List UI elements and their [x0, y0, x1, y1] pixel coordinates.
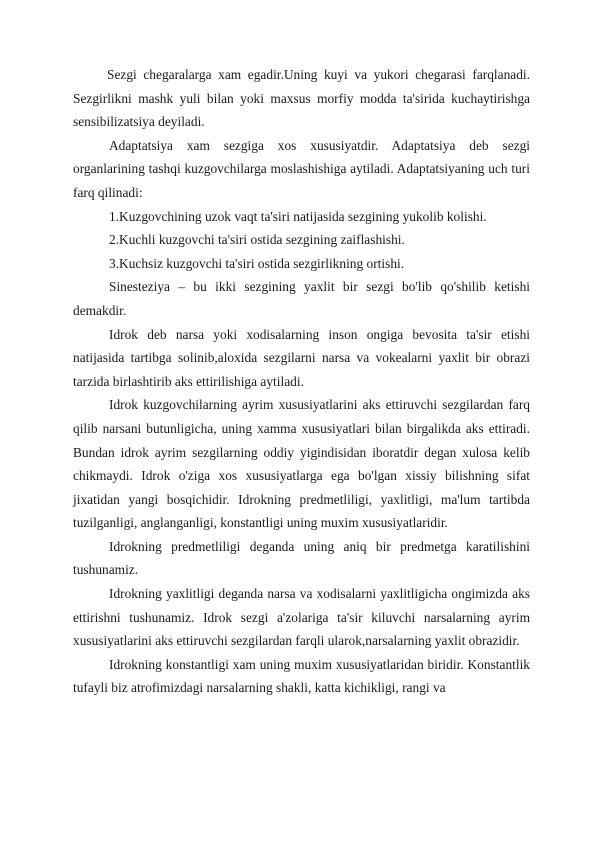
- paragraph-adaptation: Adaptatsiya xam sezgiga xos xususiyatdir. Adaptatsiya deb sezgi organlarining tashqi kuzgovchilarga moslashishiga aytiladi. Adaptatsiyaning uch turi farq qilinadi:: [73, 137, 530, 200]
- paragraph-perception-properties: Idrok kuzgovchilarning ayrim xususiyatlarini aks ettiruvchi sezgilardan farq qilib narsani butunligicha, uning xamma xususiyatlari bilan birgalikda aks ettiradi. Bundan idrok ayrim sezgilarning oddiy yigindisidan iboratdir degan xulosa kelib chikmaydi. Idrok o'ziga xos xususiyatlarga ega bo'lgan xissiy bilishning sifat jixatidan yangi bosqichidir. Idrokning predmetliligi, yaxlitligi, ma'lum tartibda tuzilganligi, anglanganligi, konstantligi uning muxim xususiyatlaridir.: [73, 397, 530, 531]
- paragraph-objectivity: Idrokning predmetliligi deganda uning aniq bir predmetga karatilishini tushunamiz.: [73, 538, 530, 578]
- paragraph-perception-definition: Idrok deb narsa yoki xodisalarning inson ongiga bevosita ta'sir etishi natijasida tartibga solinib,aloxida sezgilarni narsa va vokealarni yaxlit bir obrazi tarzida birlashtirib aks ettirilishiga aytiladi.: [73, 326, 530, 389]
- document-body: [73, 63, 530, 700]
- list-item-adaptation-type-3: 3.Kuchsiz kuzgovchi ta'siri ostida sezgirlikning ortishi.: [109, 255, 405, 271]
- paragraph-synesthesia: Sinesteziya – bu ikki sezgining yaxlit bir sezgi bo'lib qo'shilib ketishi demakdir.: [73, 279, 530, 318]
- paragraph-constancy: Idrokning konstantligi xam uning muxim xususiyatlaridan biridir. Konstantlik tufayli biz atrofimizdagi narsalarning shakli, katta kichikligi, rangi va: [73, 656, 530, 696]
- paragraph-sensitivity-thresholds: Sezgi chegaralarga xam egadir.Uning kuyi va yukori chegarasi farqlanadi. Sezgirlikni mashk yuli bilan yoki maxsus morfiy modda ta'sirida kuchaytirishga sensibilizatsiya deyiladi.: [73, 67, 530, 130]
- paragraph-integrity: Idrokning yaxlitligi deganda narsa va xodisalarni yaxlitligicha ongimizda aks ettirishni tushunamiz. Idrok sezgi a'zolariga ta'sir kiluvchi narsalarning ayrim xususiyatlarini aks ettiruvchi sezgilardan farqli ularok,narsalarning yaxlit obrazidir.: [73, 586, 530, 649]
- list-item-adaptation-type-1: 1.Kuzgovchining uzok vaqt ta'siri natijasida sezgining yukolib kolishi.: [109, 208, 487, 224]
- list-item-adaptation-type-2: 2.Kuchli kuzgovchi ta'siri ostida sezgining zaiflashishi.: [109, 232, 405, 248]
